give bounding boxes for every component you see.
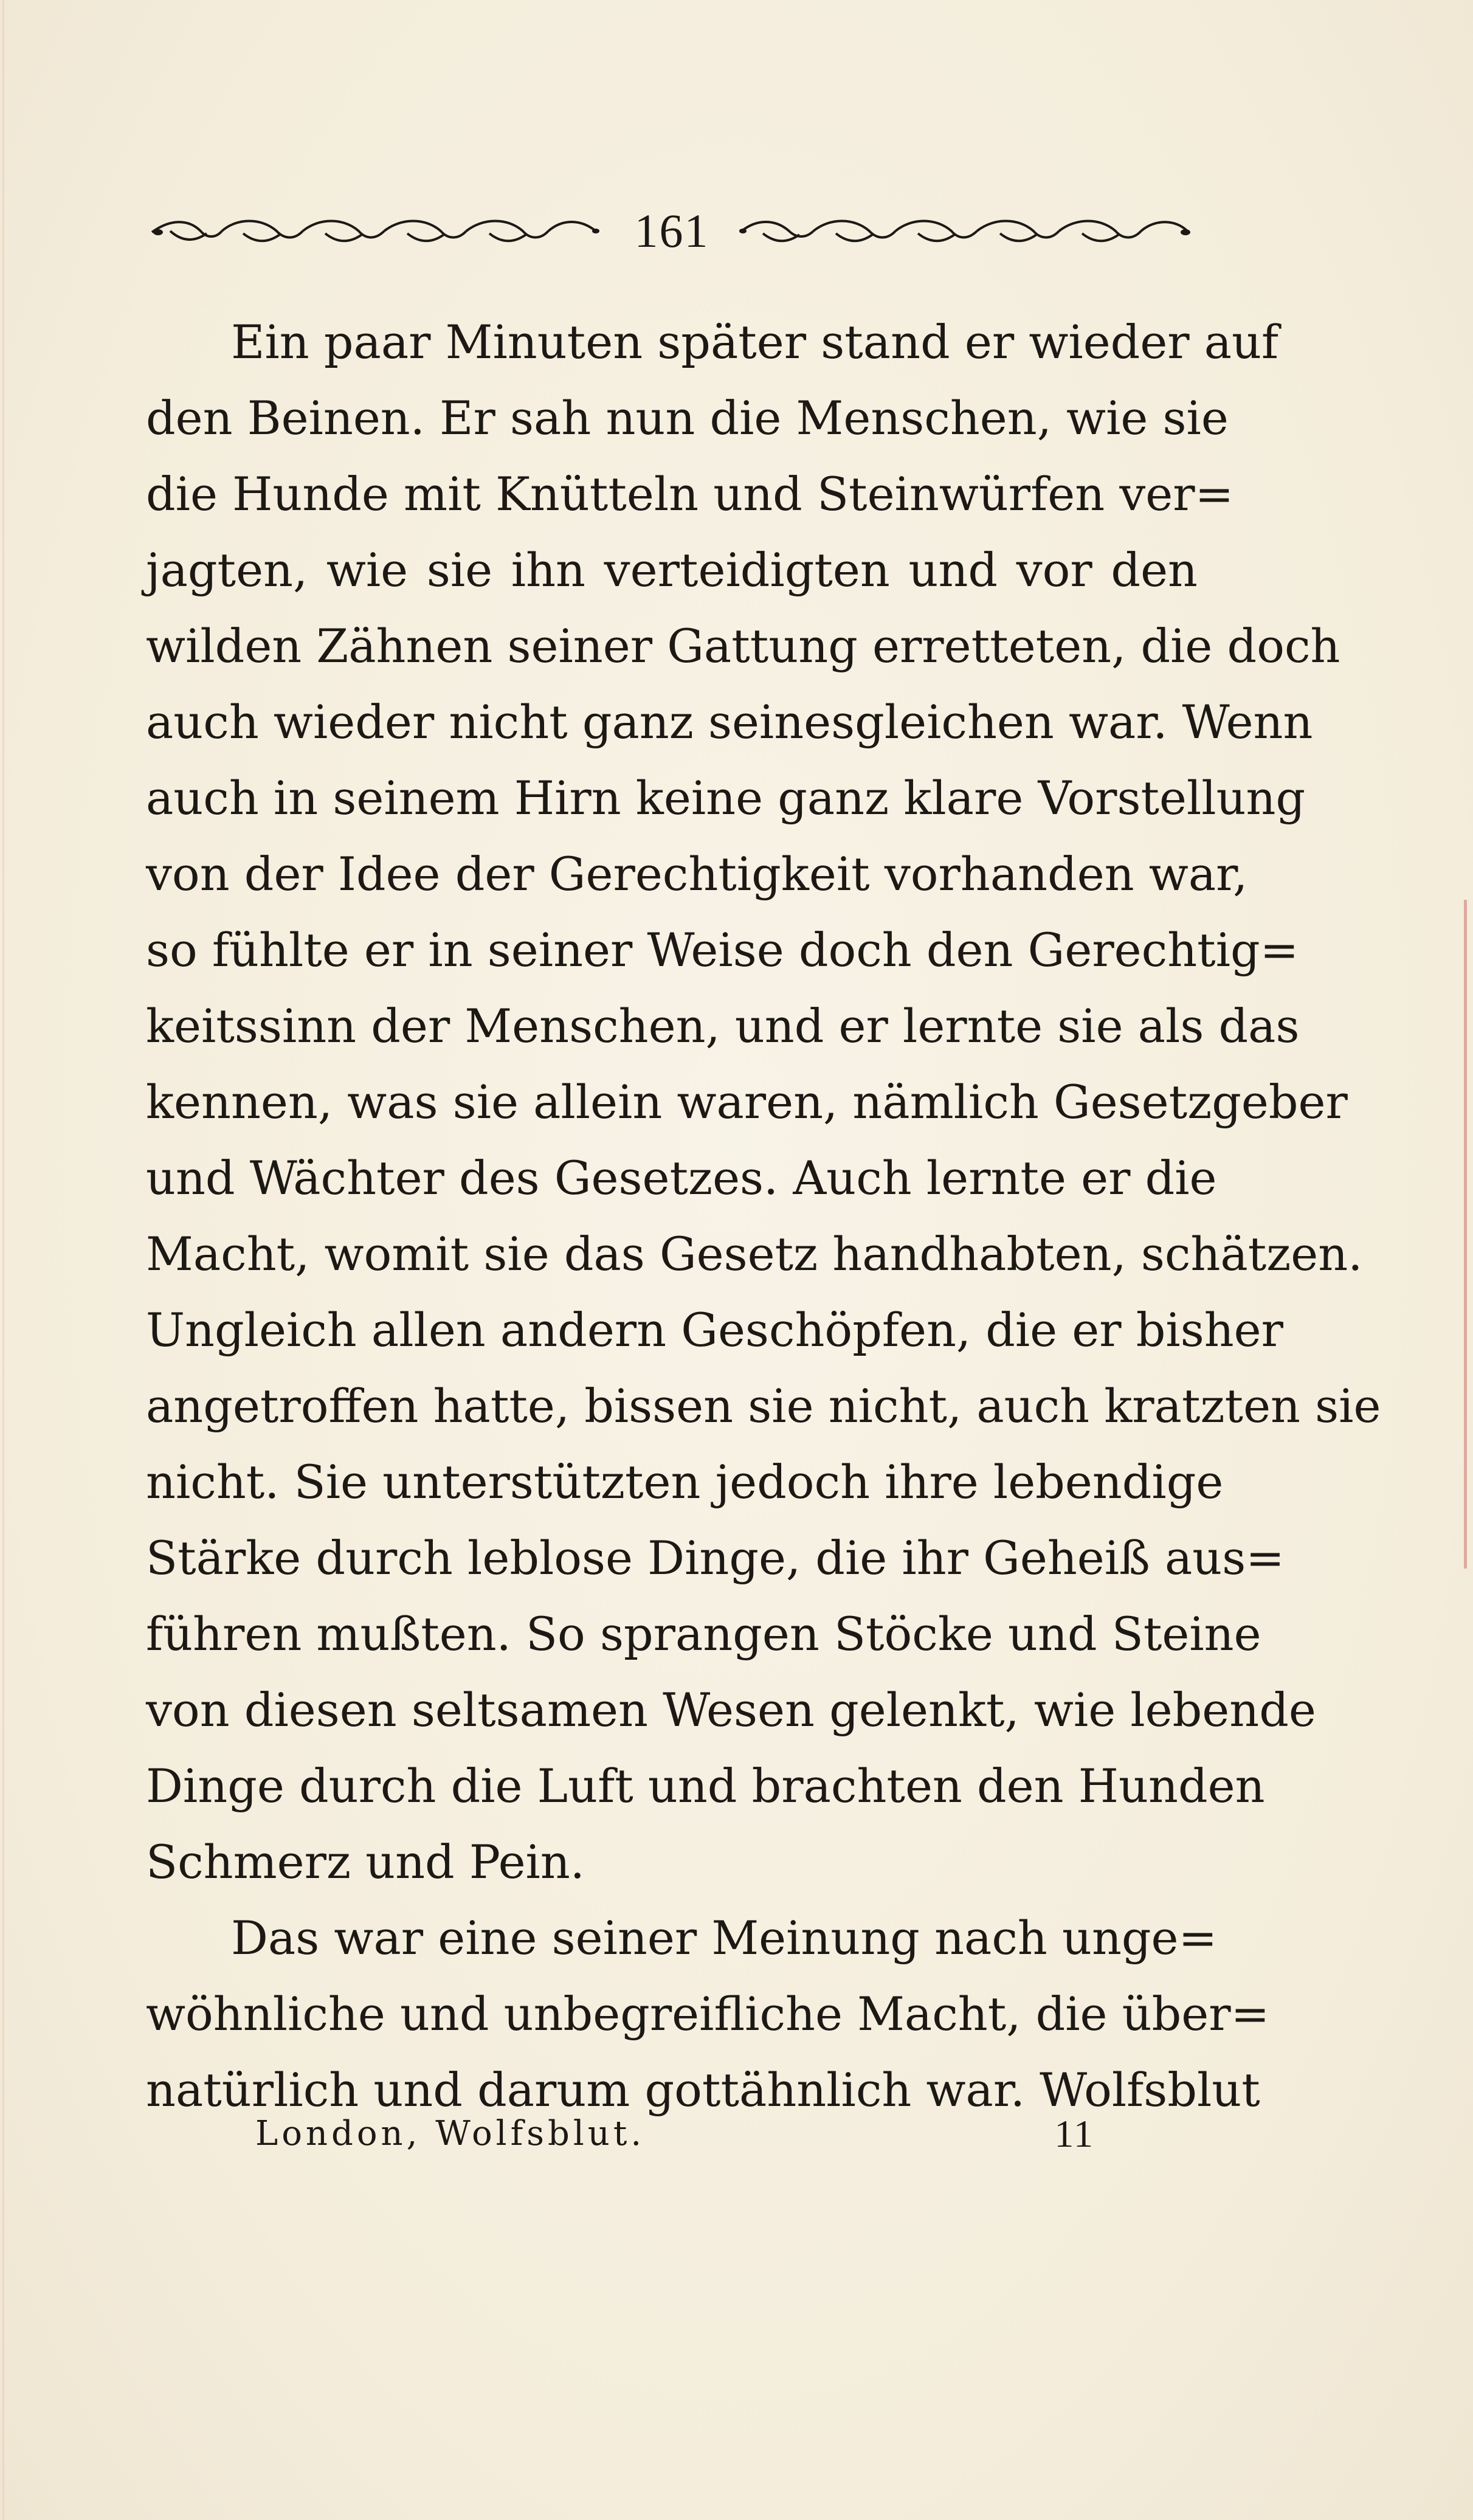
text-line: von der Idee der Gerechtigkeit vorhanden war, [146, 847, 1248, 901]
text-line: die Hunde mit Knütteln und Steinwürfen ver= [146, 467, 1234, 521]
text-line: wilden Zähnen seiner Gattung erretteten, die doch [146, 619, 1340, 673]
text-line: auch wieder nicht ganz seinesgleichen war. Wenn [146, 695, 1313, 749]
text-line: auch in seinem Hirn keine ganz klare Vorstellung [146, 771, 1306, 825]
page-edge-mark-right [1464, 900, 1467, 1569]
text-line: von diesen seltsamen Wesen gelenkt, wie lebende [146, 1683, 1316, 1737]
ornament-right-icon [736, 213, 1198, 249]
page-footer [255, 2104, 1094, 2164]
text-line: Dinge durch die Luft und brachten den Hunden [146, 1759, 1265, 1813]
text-line: so fühlte er in seiner Weise doch den Gerechtig= [146, 923, 1299, 977]
page-header [146, 195, 1198, 268]
text-line: keitssinn der Menschen, und er lernte sie als das [146, 999, 1300, 1053]
text-line: Das war eine seiner Meinung nach unge= [231, 1911, 1218, 1965]
signature-mark: London, Wolfsblut. [255, 2114, 646, 2153]
sheet-number: 11 [1054, 2112, 1094, 2155]
text-line: und Wächter des Gesetzes. Auch lernte er die [146, 1151, 1217, 1205]
text-line: führen mußten. So sprangen Stöcke und Steine [146, 1607, 1261, 1661]
text-line: jagten, wie sie ihn verteidigten und vor den [146, 543, 1198, 597]
page-number: 161 [634, 204, 709, 257]
text-line: natürlich und darum gottähnlich war. Wolfsblut [146, 2063, 1260, 2117]
text-line: den Beinen. Er sah nun die Menschen, wie sie [146, 391, 1229, 445]
text-line: Ungleich allen andern Geschöpfen, die er bisher [146, 1303, 1283, 1357]
body-text [146, 304, 1381, 2128]
page-edge-left [2, 0, 4, 2520]
text-line: wöhnliche und unbegreifliche Macht, die über= [146, 1987, 1270, 2041]
text-line: Ein paar Minuten später stand er wieder auf [231, 315, 1279, 369]
text-line-paragraph-end: Schmerz und Pein. [146, 1835, 585, 1889]
text-line: Stärke durch leblose Dinge, die ihr Geheiß aus= [146, 1531, 1285, 1585]
text-line: Macht, womit sie das Gesetz handhabten, schätzen. [146, 1227, 1363, 1281]
text-line: angetroffen hatte, bissen sie nicht, auch kratzten sie [146, 1379, 1381, 1433]
ornament-left-icon [146, 213, 602, 249]
text-line: nicht. Sie unterstützten jedoch ihre lebendige [146, 1455, 1224, 1509]
text-line: kennen, was sie allein waren, nämlich Gesetzgeber [146, 1075, 1348, 1129]
